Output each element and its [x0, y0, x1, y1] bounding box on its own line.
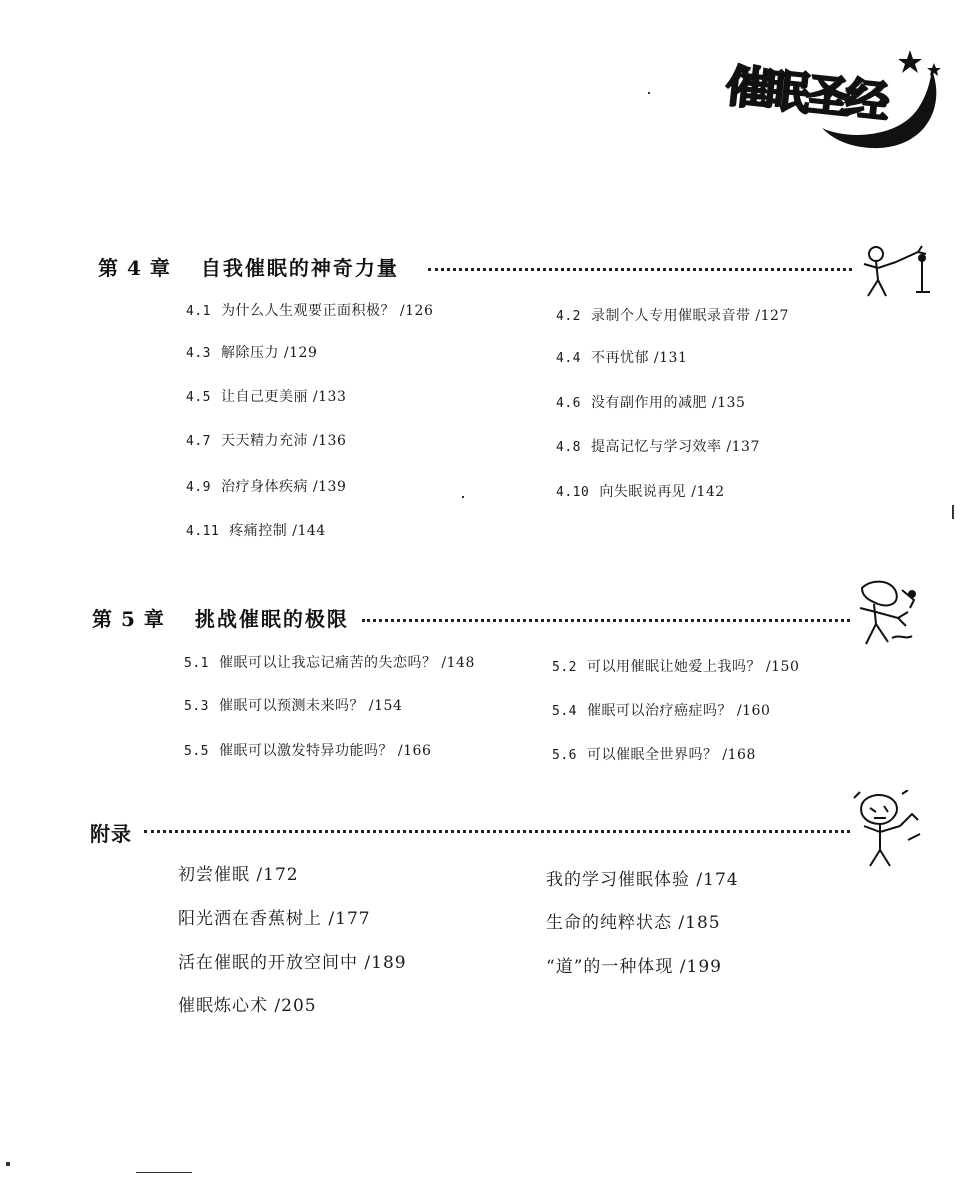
scan-speck [462, 496, 464, 498]
logo-text: 催眠圣经 [723, 60, 888, 129]
scan-speck [648, 92, 650, 94]
chapter-4-leader-dots [428, 268, 852, 271]
appendix-entry-2[interactable]: 我的学习催眠体验 /174 [546, 870, 739, 890]
chapter-5-heading [92, 603, 349, 632]
appendix-entry-4[interactable]: 生命的纯粹状态 /185 [546, 913, 721, 933]
appendix-entry-3[interactable]: 阳光洒在香蕉树上 /177 [178, 909, 371, 929]
appendix-leader-dots [144, 830, 850, 833]
toc-entry-5-3[interactable]: 5.3 催眠可以预测未来吗？ /154 [184, 698, 403, 714]
chapter-5-leader-dots [362, 619, 850, 622]
cartoon-figure-icon [852, 578, 932, 658]
appendix-heading [90, 818, 132, 847]
scan-speck [952, 505, 954, 519]
chapter-4-title: 自我催眠的神奇力量 [200, 256, 399, 280]
toc-entry-4-3[interactable]: 4.3 解除压力 /129 [186, 345, 318, 361]
toc-entry-4-7[interactable]: 4.7 天天精力充沛 /136 [186, 433, 347, 449]
toc-entry-4-4[interactable]: 4.4 不再忧郁 /131 [556, 350, 688, 366]
toc-entry-4-5[interactable]: 4.5 让自己更美丽 /133 [186, 389, 347, 405]
toc-entry-5-4[interactable]: 5.4 催眠可以治疗癌症吗？ /160 [552, 703, 771, 719]
appendix-entry-5[interactable]: 活在催眠的开放空间中 /189 [178, 953, 407, 973]
scan-speck [6, 1162, 10, 1166]
footer-rule [136, 1172, 192, 1173]
toc-entry-4-1[interactable]: 4.1 为什么人生观要正面积极？ /126 [186, 303, 434, 319]
toc-entry-5-5[interactable]: 5.5 催眠可以激发特异功能吗？ /166 [184, 743, 432, 759]
toc-entry-5-2[interactable]: 5.2 可以用催眠让她爱上我吗？ /150 [552, 659, 800, 675]
toc-entry-5-1[interactable]: 5.1 催眠可以让我忘记痛苦的失恋吗？ /148 [184, 655, 475, 671]
toc-entry-4-9[interactable]: 4.9 治疗身体疾病 /139 [186, 479, 347, 495]
toc-entry-4-11[interactable]: 4.11 疼痛控制 /144 [186, 523, 326, 539]
toc-entry-4-2[interactable]: 4.2 录制个人专用催眠录音带 /127 [556, 308, 789, 324]
toc-entry-5-6[interactable]: 5.6 可以催眠全世界吗？ /168 [552, 747, 756, 763]
cartoon-figure-icon [850, 790, 930, 870]
chapter-4-heading [98, 252, 399, 281]
appendix-entry-7[interactable]: 催眠炼心术 /205 [178, 996, 317, 1016]
book-logo [722, 30, 952, 160]
cartoon-figure-icon [856, 240, 936, 300]
toc-entry-4-10[interactable]: 4.10 向失眠说再见 /142 [556, 484, 725, 500]
appendix-title: 附录 [90, 822, 132, 846]
toc-entry-4-8[interactable]: 4.8 提高记忆与学习效率 /137 [556, 439, 760, 455]
chapter-4-number: 第 4 章 [98, 256, 171, 280]
toc-entry-4-6[interactable]: 4.6 没有副作用的减肥 /135 [556, 395, 746, 411]
chapter-5-title: 挑战催眠的极限 [194, 607, 349, 631]
appendix-entry-1[interactable]: 初尝催眠 /172 [178, 865, 299, 885]
appendix-entry-6[interactable]: “道”的一种体现 /199 [546, 957, 722, 977]
chapter-5-number: 第 5 章 [92, 607, 165, 631]
